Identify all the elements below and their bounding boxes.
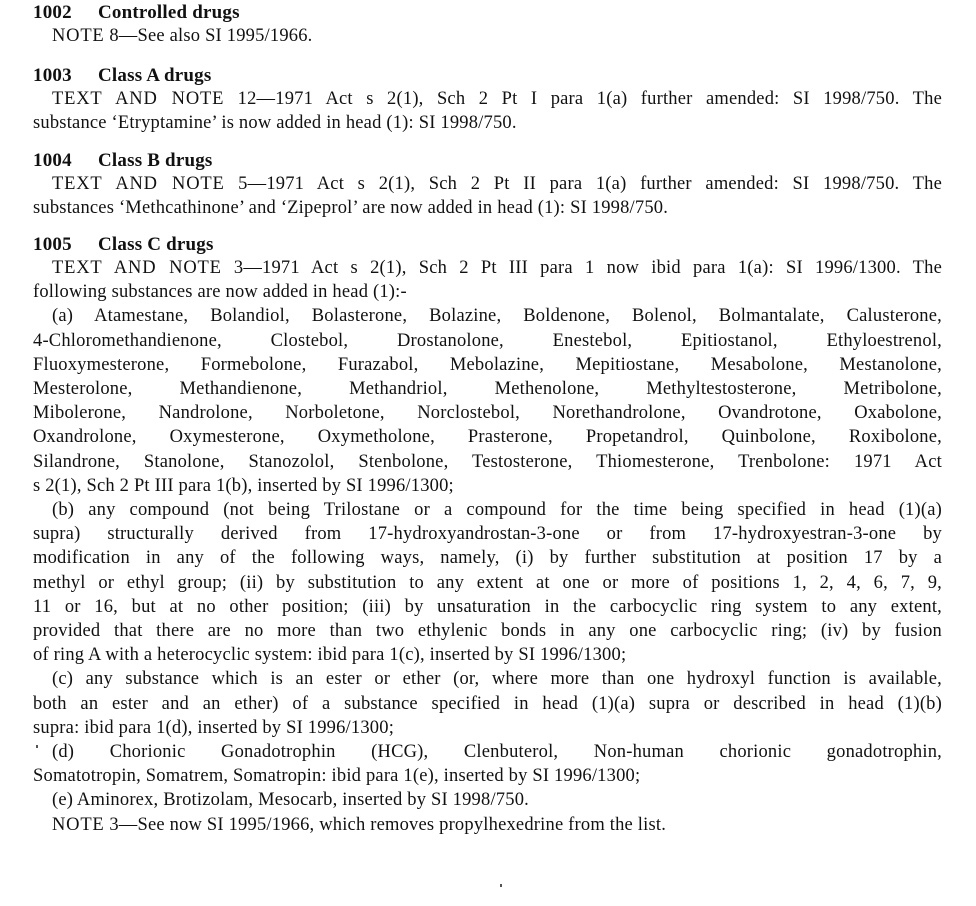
text-line bbox=[33, 331, 942, 352]
line-text: (b) any compound (not being Trilostane or a compound for the time being specified in head (1)(a) bbox=[52, 500, 942, 520]
line-text: following substances are now added in head (1):- bbox=[33, 282, 407, 303]
note-label: NOTE bbox=[52, 26, 105, 46]
line-text: (e) Aminorex, Brotizolam, Mesocarb, inserted by SI 1998/750. bbox=[52, 790, 529, 811]
scan-speck bbox=[36, 745, 38, 748]
text-line bbox=[52, 790, 942, 811]
text-line bbox=[52, 89, 942, 110]
text-line bbox=[33, 766, 942, 787]
line-text: 4-Chloromethandienone, Clostebol, Drostanolone, Enestebol, Epitiostanol, Ethyloestrenol, bbox=[33, 330, 942, 351]
text-line bbox=[52, 26, 372, 47]
note-label: TEXT AND NOTE bbox=[52, 174, 225, 194]
section-heading bbox=[33, 234, 214, 256]
text-line bbox=[52, 306, 942, 327]
text-line bbox=[33, 694, 942, 715]
text-line bbox=[33, 621, 942, 642]
line-text: Mesterolone, Methandienone, Methandriol, Methenolone, Methyltestosterone, Metribolone, bbox=[33, 379, 942, 399]
section-heading bbox=[33, 150, 213, 172]
text-line bbox=[33, 645, 942, 666]
note-label: TEXT AND NOTE bbox=[52, 89, 225, 109]
line-text: Fluoxymesterone, Formebolone, Furazabol, Mebolazine, Mepitiostane, Mesabolone, Mestanolone, bbox=[33, 354, 942, 375]
section-title: Class C drugs bbox=[98, 234, 214, 255]
text-line bbox=[33, 452, 942, 473]
section-title: Controlled drugs bbox=[98, 2, 240, 23]
text-line bbox=[33, 573, 942, 594]
line-text: provided that there are no more than two ethylenic bonds in any one carbocyclic ring; (iv) by fusion bbox=[33, 621, 942, 641]
text-line bbox=[52, 258, 942, 279]
line-text: both an ester and an ether) of a substance specified in head (1)(a) supra or described in head (1)(b) bbox=[33, 693, 942, 714]
line-text: (d) Chorionic Gonadotrophin (HCG), Clenbuterol, Non-human chorionic gonadotrophin, bbox=[52, 742, 942, 762]
text-line bbox=[52, 174, 942, 195]
text-line bbox=[33, 282, 942, 303]
line-text: supra: ibid para 1(d), inserted by SI 1996/1300; bbox=[33, 717, 395, 738]
line-text: 12—1971 Act s 2(1), Sch 2 Pt I para 1(a) further amended: SI 1998/750. The bbox=[224, 89, 942, 109]
line-text: (c) any substance which is an ester or ether (or, where more than one hydroxyl function is available, bbox=[52, 669, 942, 690]
text-line bbox=[33, 403, 942, 424]
text-line bbox=[33, 476, 942, 497]
text-line bbox=[33, 597, 942, 618]
text-line bbox=[52, 500, 942, 521]
section-heading bbox=[33, 65, 211, 87]
line-text: substance ‘Etryptamine’ is now added in head (1): SI 1998/750. bbox=[33, 113, 517, 134]
text-line bbox=[33, 113, 633, 134]
line-text: (a) Atamestane, Bolandiol, Bolasterone, Bolazine, Boldenone, Bolenol, Bolmantalate, Calusterone, bbox=[52, 306, 942, 327]
line-text: s 2(1), Sch 2 Pt III para 1(b), inserted by SI 1996/1300; bbox=[33, 475, 454, 496]
text-line bbox=[33, 427, 942, 448]
text-line bbox=[52, 742, 942, 763]
line-text: Oxandrolone, Oxymesterone, Oxymetholone, Prasterone, Propetandrol, Quinbolone, Roxibolone, bbox=[33, 427, 942, 448]
section-number: 1005 bbox=[33, 234, 72, 255]
section-title: Class A drugs bbox=[98, 65, 212, 86]
line-text: 11 or 16, but at no other position; (iii) by unsaturation in the carbocyclic ring system to any extent, bbox=[33, 596, 942, 617]
line-text: 5—1971 Act s 2(1), Sch 2 Pt II para 1(a) further amended: SI 1998/750. The bbox=[224, 174, 942, 194]
text-line bbox=[33, 718, 942, 739]
text-line bbox=[33, 355, 942, 376]
line-text: 3—See now SI 1995/1966, which removes propylhexedrine from the list. bbox=[104, 814, 667, 835]
line-text: substances ‘Methcathinone’ and ‘Zipeprol’ are now added in head (1): SI 1998/750. bbox=[33, 198, 669, 219]
text-line bbox=[33, 198, 803, 219]
section-title: Class B drugs bbox=[98, 150, 213, 171]
text-line bbox=[52, 669, 942, 690]
note-label: TEXT AND NOTE bbox=[52, 258, 222, 278]
section-number: 1004 bbox=[33, 150, 72, 171]
line-text: Somatotropin, Somatrem, Somatropin: ibid para 1(e), inserted by SI 1996/1300; bbox=[33, 766, 641, 787]
note-label: NOTE bbox=[52, 814, 105, 835]
line-text: methyl or ethyl group; (ii) by substitution to any extent at one or more of positions 1, 2, 4, 6, 7, 9, bbox=[33, 572, 942, 593]
line-text: modification in any of the following ways, namely, (i) by further substitution at position 17 by a bbox=[33, 548, 942, 569]
line-text: Silandrone, Stanolone, Stanozolol, Stenbolone, Testosterone, Thiomesterone, Trenbolone: 1971 Act bbox=[33, 451, 942, 472]
text-line bbox=[33, 524, 942, 545]
line-text: 3—1971 Act s 2(1), Sch 2 Pt III para 1 now ibid para 1(a): SI 1996/1300. The bbox=[221, 258, 942, 278]
line-text: supra) structurally derived from 17-hydroxyandrostan-3-one or from 17-hydroxyestran-3-one by bbox=[33, 524, 942, 545]
text-line bbox=[52, 815, 942, 836]
line-text: of ring A with a heterocyclic system: ibid para 1(c), inserted by SI 1996/1300; bbox=[33, 645, 627, 666]
line-text: 8—See also SI 1995/1966. bbox=[104, 26, 313, 46]
scan-speck bbox=[500, 884, 502, 887]
section-number: 1002 bbox=[33, 2, 72, 23]
line-text: Mibolerone, Nandrolone, Norboletone, Norclostebol, Norethandrolone, Ovandrotone, Oxabolone, bbox=[33, 403, 942, 424]
section-number: 1003 bbox=[33, 65, 72, 86]
section-heading bbox=[33, 2, 240, 24]
text-line bbox=[33, 548, 942, 569]
text-line bbox=[33, 379, 942, 400]
